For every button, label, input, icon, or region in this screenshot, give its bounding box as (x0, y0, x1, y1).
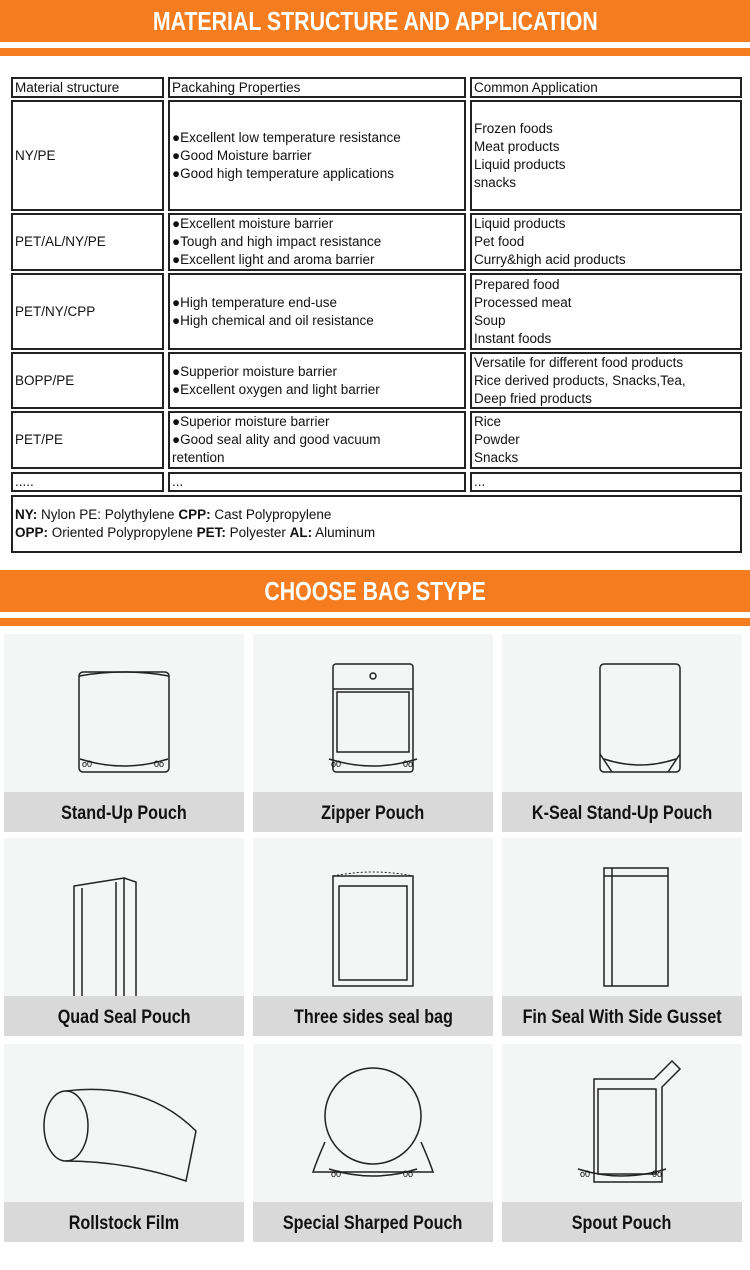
header-text: MATERIAL STRUCTURE AND APPLICATION (152, 6, 598, 36)
cell-text: Instant foods (474, 330, 552, 346)
cell-text: Powder (474, 432, 520, 447)
abbr: CPP: (178, 507, 211, 522)
bag-type-card[interactable] (253, 838, 493, 1036)
zipper-pouch-icon (253, 634, 493, 792)
bag-type-card[interactable] (4, 1044, 244, 1242)
cell-text: Snacks (474, 450, 519, 465)
legend-line (15, 524, 738, 542)
fin-pouch-icon (502, 838, 742, 996)
svg-text:o0: o0 (580, 1169, 591, 1179)
abbr: NY: (15, 507, 38, 522)
bag-type-label (253, 792, 493, 832)
abbreviation-legend (11, 495, 742, 553)
cell-text: ●Supperior moisture barrier (172, 363, 337, 379)
label-text: Zipper Pouch (321, 803, 425, 824)
special-pouch-icon (253, 1044, 493, 1202)
properties-cell (168, 411, 466, 469)
material-cell (11, 352, 164, 409)
section-header-material (0, 0, 750, 42)
bag-type-label (502, 1202, 742, 1242)
kseal-pouch-icon (502, 634, 742, 792)
cell-text: Liquid products (474, 156, 566, 172)
cell-text: Rice (474, 414, 502, 429)
bag-type-card[interactable] (502, 838, 742, 1036)
cell-text: Versatile for different food products (474, 354, 684, 370)
svg-text:0o: 0o (652, 1169, 663, 1179)
cell-text: Deep fried products (474, 390, 592, 406)
cell-text: Soup (474, 312, 506, 328)
label-text: Special Sharped Pouch (283, 1213, 463, 1234)
cell-text: ... (172, 474, 184, 489)
bag-type-label (4, 1202, 244, 1242)
material-cell (11, 273, 164, 350)
applications-cell (470, 472, 742, 492)
cell-text: Processed meat (474, 294, 572, 310)
table-header (168, 77, 466, 98)
abbr-meaning: Cast Polypropylene (210, 507, 332, 522)
cell-text: BOPP/PE (15, 372, 75, 388)
label-text: Spout Pouch (572, 1213, 672, 1234)
abbr-meaning: Nylon PE: Polythylene (37, 507, 179, 522)
cell-text: ●Excellent light and aroma barrier (172, 252, 375, 267)
label-text: Three sides seal bag (293, 1007, 453, 1028)
cell-text: Frozen foods (474, 120, 553, 136)
cell-text: retention (172, 450, 225, 465)
bag-type-card[interactable] (4, 634, 244, 832)
svg-text:0o: 0o (403, 759, 414, 769)
cell-text: NY/PE (15, 147, 56, 163)
section-header-bags (0, 570, 750, 612)
label-text: Stand-Up Pouch (61, 803, 187, 824)
svg-text:0o: 0o (154, 759, 165, 769)
material-cell (11, 213, 164, 271)
applications-cell (470, 411, 742, 469)
bag-type-card[interactable] (253, 634, 493, 832)
cell-text: PET/AL/NY/PE (15, 234, 106, 249)
properties-cell (168, 213, 466, 271)
bag-type-label (502, 792, 742, 832)
material-cell (11, 100, 164, 211)
cell-text: ●Excellent moisture barrier (172, 216, 334, 231)
label-text: Fin Seal With Side Gusset (522, 1007, 722, 1028)
properties-cell (168, 352, 466, 409)
label-text: K-Seal Stand-Up Pouch (531, 803, 713, 824)
cell-text: ●Superior moisture barrier (172, 414, 330, 429)
abbr: PET: (196, 525, 226, 540)
material-cell (11, 411, 164, 469)
header-text: CHOOSE BAG STYPE (264, 576, 486, 606)
svg-text:o0: o0 (331, 1169, 342, 1179)
applications-cell (470, 273, 742, 350)
cell-text: ●Good Moisture barrier (172, 147, 312, 163)
divider (0, 618, 750, 626)
cell-text: ●High temperature end-use (172, 294, 337, 310)
svg-text:o0: o0 (82, 759, 93, 769)
svg-text:o0: o0 (331, 759, 342, 769)
divider (0, 48, 750, 56)
three-pouch-icon (253, 838, 493, 996)
quad-pouch-icon (4, 838, 244, 996)
cell-text: Common Application (474, 79, 598, 95)
abbr-meaning: Oriented Polypropylene (48, 525, 197, 540)
standup-pouch-icon (4, 634, 244, 792)
bag-type-label (253, 1202, 493, 1242)
bag-type-card[interactable] (502, 634, 742, 832)
cell-text: Meat products (474, 138, 560, 154)
cell-text: Material structure (15, 79, 120, 95)
abbr: OPP: (15, 525, 49, 540)
cell-text: snacks (474, 174, 517, 190)
applications-cell (470, 352, 742, 409)
properties-cell (168, 273, 466, 350)
legend-line (15, 506, 738, 524)
applications-cell (470, 213, 742, 271)
spout-pouch-icon (502, 1044, 742, 1202)
bag-type-card[interactable] (4, 838, 244, 1036)
cell-text: ●Good high temperature applications (172, 165, 395, 181)
cell-text: Prepared food (474, 276, 560, 292)
cell-text: ●Excellent oxygen and light barrier (172, 381, 380, 397)
bag-type-label (4, 996, 244, 1036)
roll-pouch-icon (4, 1044, 244, 1202)
table-header (11, 77, 164, 98)
table-header (470, 77, 742, 98)
bag-type-card[interactable] (502, 1044, 742, 1242)
cell-text: ●Tough and high impact resistance (172, 234, 382, 249)
cell-text: Curry&high acid products (474, 252, 626, 267)
cell-text: ●Good seal ality and good vacuum (172, 432, 381, 447)
cell-text: Rice derived products, Snacks,Tea, (474, 372, 686, 388)
cell-text: PET/NY/CPP (15, 303, 96, 319)
bag-type-label (253, 996, 493, 1036)
label-text: Rollstock Film (68, 1213, 180, 1234)
abbr-meaning: Aluminum (312, 525, 376, 540)
cell-text: ..... (15, 474, 34, 489)
properties-cell (168, 472, 466, 492)
bag-type-label (4, 792, 244, 832)
material-cell (11, 472, 164, 492)
cell-text: Pet food (474, 234, 525, 249)
bag-type-label (502, 996, 742, 1036)
cell-text: ●High chemical and oil resistance (172, 312, 374, 328)
properties-cell (168, 100, 466, 211)
cell-text: Liquid products (474, 216, 566, 231)
abbr-meaning: Polyester (225, 525, 290, 540)
cell-text: PET/PE (15, 432, 64, 447)
svg-text:0o: 0o (403, 1169, 414, 1179)
bag-type-card[interactable] (253, 1044, 493, 1242)
cell-text: ... (474, 474, 486, 489)
abbr: AL: (289, 525, 313, 540)
cell-text: ●Excellent low temperature resistance (172, 129, 401, 145)
applications-cell (470, 100, 742, 211)
label-text: Quad Seal Pouch (57, 1007, 191, 1028)
cell-text: Packahing Properties (172, 79, 301, 95)
